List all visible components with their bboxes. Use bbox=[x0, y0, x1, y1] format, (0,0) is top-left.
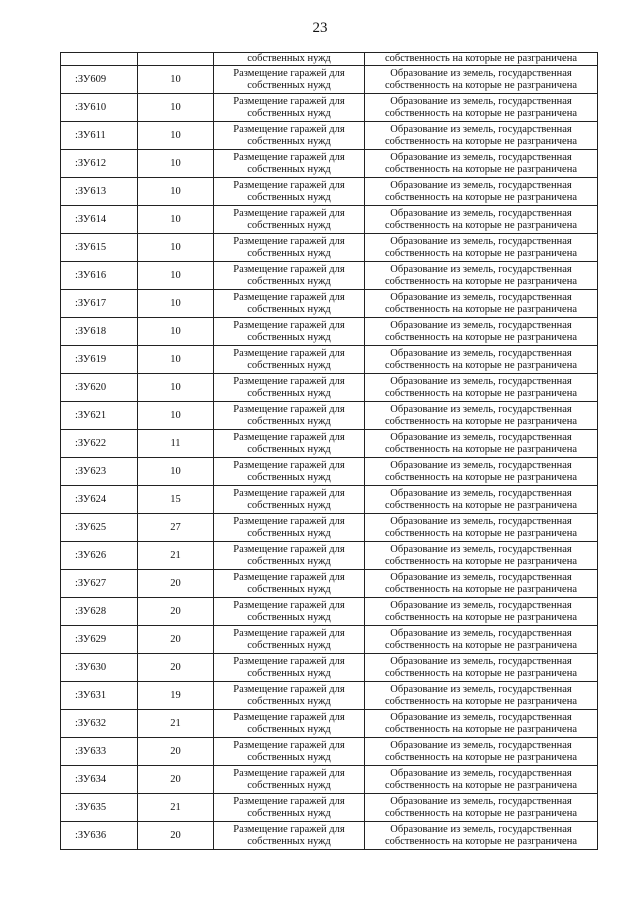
permitted-use-cell bbox=[214, 150, 365, 178]
area-cell: 20 bbox=[138, 626, 214, 654]
area-cell: 20 bbox=[138, 570, 214, 598]
formation-method-line-1: Образование из земель, государственная bbox=[390, 543, 572, 555]
formation-method-cell bbox=[365, 374, 598, 402]
permitted-use-cell bbox=[214, 206, 365, 234]
permitted-use-line-2: собственных нужд bbox=[247, 583, 331, 595]
plot-id-cell: :ЗУ613 bbox=[61, 178, 138, 206]
permitted-use-cell bbox=[214, 682, 365, 710]
formation-method-cell bbox=[365, 178, 598, 206]
permitted-use-line-1: Размещение гаражей для bbox=[233, 627, 345, 639]
area-cell: 20 bbox=[138, 738, 214, 766]
plot-id-cell: :ЗУ629 bbox=[61, 626, 138, 654]
permitted-use-line-1: Размещение гаражей для bbox=[233, 599, 345, 611]
formation-method-line-2: собственность на которые не разграничена bbox=[385, 191, 577, 203]
permitted-use-line-2: собственных нужд bbox=[247, 275, 331, 287]
permitted-use-line-1: Размещение гаражей для bbox=[233, 823, 345, 835]
area-cell: 20 bbox=[138, 766, 214, 794]
permitted-use-line-1: Размещение гаражей для bbox=[233, 235, 345, 247]
permitted-use-line-1: Размещение гаражей для bbox=[233, 767, 345, 779]
land-plots-table bbox=[60, 52, 598, 850]
formation-method-cell bbox=[365, 514, 598, 542]
permitted-use-line-2: собственных нужд bbox=[247, 499, 331, 511]
area-cell: 20 bbox=[138, 822, 214, 850]
formation-method-cell bbox=[365, 738, 598, 766]
formation-method-line-2: собственность на которые не разграничена bbox=[385, 387, 577, 399]
permitted-use-line-2: собственных нужд bbox=[247, 611, 331, 623]
formation-method-line-1: Образование из земель, государственная bbox=[390, 403, 572, 415]
table-row bbox=[61, 514, 598, 542]
permitted-use-cell bbox=[214, 598, 365, 626]
plot-id-cell: :ЗУ634 bbox=[61, 766, 138, 794]
formation-method-cell bbox=[365, 318, 598, 346]
formation-method-line-1: Образование из земель, государственная bbox=[390, 123, 572, 135]
plot-id-cell: :ЗУ635 bbox=[61, 794, 138, 822]
area-cell: 10 bbox=[138, 458, 214, 486]
formation-method-line-2: собственность на которые не разграничена bbox=[385, 807, 577, 819]
table-row bbox=[61, 94, 598, 122]
plot-id-cell: :ЗУ620 bbox=[61, 374, 138, 402]
formation-method-cell bbox=[365, 402, 598, 430]
permitted-use-cell bbox=[214, 122, 365, 150]
permitted-use-line-1: Размещение гаражей для bbox=[233, 179, 345, 191]
area-cell: 10 bbox=[138, 122, 214, 150]
formation-method-line-1: Образование из земель, государственная bbox=[390, 67, 572, 79]
formation-method-cell bbox=[365, 598, 598, 626]
formation-method-line-2: собственность на которые не разграничена bbox=[385, 79, 577, 91]
area-cell bbox=[138, 53, 214, 66]
formation-method-cell bbox=[365, 346, 598, 374]
permitted-use-line-2: собственных нужд bbox=[247, 723, 331, 735]
permitted-use-line-2: собственных нужд bbox=[247, 303, 331, 315]
table-row bbox=[61, 206, 598, 234]
plot-id-cell: :ЗУ617 bbox=[61, 290, 138, 318]
table-row bbox=[61, 346, 598, 374]
permitted-use-cell bbox=[214, 794, 365, 822]
permitted-use-line-1: Размещение гаражей для bbox=[233, 375, 345, 387]
permitted-use-line-1: Размещение гаражей для bbox=[233, 487, 345, 499]
formation-method-line-1: Образование из земель, государственная bbox=[390, 487, 572, 499]
permitted-use-line-2: собственных нужд bbox=[247, 79, 331, 91]
permitted-use-line-2: собственных нужд bbox=[247, 443, 331, 455]
formation-method-cell bbox=[365, 206, 598, 234]
formation-method-line-2: собственность на которые не разграничена bbox=[385, 555, 577, 567]
formation-method-line-2: собственность на которые не разграничена bbox=[385, 639, 577, 651]
permitted-use-cell bbox=[214, 53, 365, 66]
table-row bbox=[61, 598, 598, 626]
table-row bbox=[61, 262, 598, 290]
permitted-use-cell bbox=[214, 458, 365, 486]
permitted-use-line-2: собственных нужд bbox=[247, 639, 331, 651]
area-cell: 10 bbox=[138, 262, 214, 290]
table-row bbox=[61, 626, 598, 654]
table-row bbox=[61, 234, 598, 262]
permitted-use-line-1: Размещение гаражей для bbox=[233, 207, 345, 219]
plot-id-cell: :ЗУ628 bbox=[61, 598, 138, 626]
area-cell: 10 bbox=[138, 290, 214, 318]
permitted-use-cell bbox=[214, 514, 365, 542]
formation-method-line-2: собственность на которые не разграничена bbox=[385, 415, 577, 427]
permitted-use-line-1: Размещение гаражей для bbox=[233, 403, 345, 415]
formation-method-line-2: собственность на которые не разграничена bbox=[385, 219, 577, 231]
plot-id-cell: :ЗУ618 bbox=[61, 318, 138, 346]
table-row bbox=[61, 542, 598, 570]
formation-method-line-1: Образование из земель, государственная bbox=[390, 795, 572, 807]
permitted-use-cell bbox=[214, 374, 365, 402]
formation-method-line-2: собственность на которые не разграничена bbox=[385, 107, 577, 119]
permitted-use-line-2: собственных нужд bbox=[247, 695, 331, 707]
permitted-use-line-2: собственных нужд bbox=[247, 527, 331, 539]
permitted-use-line-2: собственных нужд bbox=[247, 107, 331, 119]
permitted-use-line-1: Размещение гаражей для bbox=[233, 683, 345, 695]
area-cell: 15 bbox=[138, 486, 214, 514]
plot-id-cell: :ЗУ621 bbox=[61, 402, 138, 430]
area-cell: 10 bbox=[138, 206, 214, 234]
area-cell: 10 bbox=[138, 234, 214, 262]
permitted-use-line-2: собственных нужд bbox=[247, 471, 331, 483]
formation-method-line-1: Образование из земель, государственная bbox=[390, 235, 572, 247]
formation-method-cell bbox=[365, 458, 598, 486]
formation-method-line-2: собственность на которые не разграничена bbox=[385, 163, 577, 175]
permitted-use-cell bbox=[214, 290, 365, 318]
area-cell: 10 bbox=[138, 318, 214, 346]
permitted-use-cell bbox=[214, 430, 365, 458]
formation-method-line-1: Образование из земель, государственная bbox=[390, 95, 572, 107]
formation-method-line-2: собственность на которые не разграничена bbox=[385, 53, 577, 64]
formation-method-line-1: Образование из земель, государственная bbox=[390, 823, 572, 835]
formation-method-line-2: собственность на которые не разграничена bbox=[385, 667, 577, 679]
formation-method-line-2: собственность на которые не разграничена bbox=[385, 583, 577, 595]
permitted-use-line-2: собственных нужд bbox=[247, 415, 331, 427]
formation-method-line-1: Образование из земель, государственная bbox=[390, 375, 572, 387]
permitted-use-line-2: собственных нужд bbox=[247, 779, 331, 791]
area-cell: 20 bbox=[138, 654, 214, 682]
formation-method-cell bbox=[365, 122, 598, 150]
area-cell: 11 bbox=[138, 430, 214, 458]
formation-method-line-1: Образование из земель, государственная bbox=[390, 515, 572, 527]
permitted-use-line-2: собственных нужд bbox=[247, 219, 331, 231]
permitted-use-line-1: Размещение гаражей для bbox=[233, 459, 345, 471]
formation-method-line-2: собственность на которые не разграничена bbox=[385, 331, 577, 343]
table-row bbox=[61, 150, 598, 178]
table-body bbox=[61, 53, 598, 850]
permitted-use-line-2: собственных нужд bbox=[247, 247, 331, 259]
area-cell: 27 bbox=[138, 514, 214, 542]
area-cell: 10 bbox=[138, 374, 214, 402]
formation-method-line-1: Образование из земель, государственная bbox=[390, 767, 572, 779]
permitted-use-cell bbox=[214, 766, 365, 794]
permitted-use-cell bbox=[214, 486, 365, 514]
formation-method-line-2: собственность на которые не разграничена bbox=[385, 835, 577, 847]
plot-id-cell: :ЗУ622 bbox=[61, 430, 138, 458]
page-number: 23 bbox=[312, 20, 328, 36]
table-row bbox=[61, 290, 598, 318]
formation-method-cell bbox=[365, 654, 598, 682]
table-row bbox=[61, 178, 598, 206]
formation-method-cell bbox=[365, 94, 598, 122]
formation-method-line-1: Образование из земель, государственная bbox=[390, 459, 572, 471]
continuation-row bbox=[61, 53, 598, 66]
plot-id-cell: :ЗУ623 bbox=[61, 458, 138, 486]
permitted-use-line-2: собственных нужд bbox=[247, 359, 331, 371]
permitted-use-line-2: собственных нужд bbox=[247, 163, 331, 175]
formation-method-cell bbox=[365, 430, 598, 458]
permitted-use-cell bbox=[214, 94, 365, 122]
table-row bbox=[61, 374, 598, 402]
formation-method-line-2: собственность на которые не разграничена bbox=[385, 695, 577, 707]
formation-method-cell bbox=[365, 262, 598, 290]
permitted-use-cell bbox=[214, 738, 365, 766]
area-cell: 19 bbox=[138, 682, 214, 710]
area-cell: 10 bbox=[138, 150, 214, 178]
permitted-use-line-1: Размещение гаражей для bbox=[233, 347, 345, 359]
formation-method-cell bbox=[365, 542, 598, 570]
permitted-use-line-2: собственных нужд bbox=[247, 53, 331, 64]
table-row bbox=[61, 486, 598, 514]
formation-method-line-1: Образование из земель, государственная bbox=[390, 207, 572, 219]
formation-method-cell bbox=[365, 53, 598, 66]
formation-method-line-1: Образование из земель, государственная bbox=[390, 319, 572, 331]
formation-method-line-1: Образование из земель, государственная bbox=[390, 291, 572, 303]
permitted-use-line-1: Размещение гаражей для bbox=[233, 291, 345, 303]
formation-method-line-2: собственность на которые не разграничена bbox=[385, 443, 577, 455]
permitted-use-line-1: Размещение гаражей для bbox=[233, 543, 345, 555]
formation-method-line-1: Образование из земель, государственная bbox=[390, 711, 572, 723]
permitted-use-line-1: Размещение гаражей для bbox=[233, 319, 345, 331]
formation-method-line-1: Образование из земель, государственная bbox=[390, 431, 572, 443]
formation-method-line-1: Образование из земель, государственная bbox=[390, 739, 572, 751]
formation-method-cell bbox=[365, 710, 598, 738]
formation-method-line-2: собственность на которые не разграничена bbox=[385, 359, 577, 371]
formation-method-line-1: Образование из земель, государственная bbox=[390, 263, 572, 275]
permitted-use-line-2: собственных нужд bbox=[247, 751, 331, 763]
plot-id-cell: :ЗУ612 bbox=[61, 150, 138, 178]
plot-id-cell: :ЗУ619 bbox=[61, 346, 138, 374]
formation-method-line-1: Образование из земель, государственная bbox=[390, 627, 572, 639]
permitted-use-cell bbox=[214, 402, 365, 430]
formation-method-line-1: Образование из земель, государственная bbox=[390, 571, 572, 583]
formation-method-cell bbox=[365, 766, 598, 794]
formation-method-cell bbox=[365, 290, 598, 318]
plot-id-cell: :ЗУ611 bbox=[61, 122, 138, 150]
permitted-use-line-2: собственных нужд bbox=[247, 135, 331, 147]
formation-method-line-2: собственность на которые не разграничена bbox=[385, 527, 577, 539]
formation-method-line-2: собственность на которые не разграничена bbox=[385, 611, 577, 623]
formation-method-line-2: собственность на которые не разграничена bbox=[385, 275, 577, 287]
permitted-use-line-1: Размещение гаражей для bbox=[233, 95, 345, 107]
permitted-use-line-1: Размещение гаражей для bbox=[233, 515, 345, 527]
permitted-use-cell bbox=[214, 626, 365, 654]
plot-id-cell bbox=[61, 53, 138, 66]
permitted-use-line-1: Размещение гаражей для bbox=[233, 151, 345, 163]
permitted-use-line-1: Размещение гаражей для bbox=[233, 431, 345, 443]
area-cell: 21 bbox=[138, 794, 214, 822]
formation-method-cell bbox=[365, 822, 598, 850]
area-cell: 21 bbox=[138, 542, 214, 570]
plot-id-cell: :ЗУ625 bbox=[61, 514, 138, 542]
table-row bbox=[61, 318, 598, 346]
permitted-use-cell bbox=[214, 66, 365, 94]
permitted-use-line-2: собственных нужд bbox=[247, 667, 331, 679]
formation-method-line-1: Образование из земель, государственная bbox=[390, 347, 572, 359]
formation-method-cell bbox=[365, 626, 598, 654]
table-row bbox=[61, 710, 598, 738]
formation-method-line-1: Образование из земель, государственная bbox=[390, 179, 572, 191]
plot-id-cell: :ЗУ626 bbox=[61, 542, 138, 570]
permitted-use-cell bbox=[214, 262, 365, 290]
permitted-use-line-1: Размещение гаражей для bbox=[233, 123, 345, 135]
plot-id-cell: :ЗУ610 bbox=[61, 94, 138, 122]
formation-method-cell bbox=[365, 150, 598, 178]
plot-id-cell: :ЗУ616 bbox=[61, 262, 138, 290]
formation-method-line-2: собственность на которые не разграничена bbox=[385, 499, 577, 511]
permitted-use-cell bbox=[214, 654, 365, 682]
formation-method-line-2: собственность на которые не разграничена bbox=[385, 471, 577, 483]
plot-id-cell: :ЗУ636 bbox=[61, 822, 138, 850]
formation-method-line-1: Образование из земель, государственная bbox=[390, 599, 572, 611]
plot-id-cell: :ЗУ624 bbox=[61, 486, 138, 514]
area-cell: 21 bbox=[138, 710, 214, 738]
plot-id-cell: :ЗУ633 bbox=[61, 738, 138, 766]
permitted-use-line-1: Размещение гаражей для bbox=[233, 263, 345, 275]
formation-method-cell bbox=[365, 486, 598, 514]
permitted-use-line-2: собственных нужд bbox=[247, 387, 331, 399]
plot-id-cell: :ЗУ632 bbox=[61, 710, 138, 738]
permitted-use-cell bbox=[214, 234, 365, 262]
formation-method-line-1: Образование из земель, государственная bbox=[390, 151, 572, 163]
table-row bbox=[61, 766, 598, 794]
permitted-use-line-2: собственных нужд bbox=[247, 555, 331, 567]
permitted-use-line-1: Размещение гаражей для bbox=[233, 67, 345, 79]
plot-id-cell: :ЗУ609 bbox=[61, 66, 138, 94]
permitted-use-line-2: собственных нужд bbox=[247, 835, 331, 847]
formation-method-line-2: собственность на которые не разграничена bbox=[385, 779, 577, 791]
permitted-use-cell bbox=[214, 346, 365, 374]
permitted-use-cell bbox=[214, 710, 365, 738]
formation-method-line-2: собственность на которые не разграничена bbox=[385, 751, 577, 763]
table-row bbox=[61, 570, 598, 598]
formation-method-cell bbox=[365, 66, 598, 94]
formation-method-cell bbox=[365, 794, 598, 822]
table-row bbox=[61, 402, 598, 430]
table-row bbox=[61, 430, 598, 458]
table-row bbox=[61, 458, 598, 486]
permitted-use-line-1: Размещение гаражей для bbox=[233, 795, 345, 807]
permitted-use-cell bbox=[214, 542, 365, 570]
table-row bbox=[61, 794, 598, 822]
permitted-use-line-1: Размещение гаражей для bbox=[233, 571, 345, 583]
table-row bbox=[61, 122, 598, 150]
formation-method-line-2: собственность на которые не разграничена bbox=[385, 723, 577, 735]
table-row bbox=[61, 738, 598, 766]
permitted-use-cell bbox=[214, 178, 365, 206]
plot-id-cell: :ЗУ614 bbox=[61, 206, 138, 234]
area-cell: 10 bbox=[138, 94, 214, 122]
area-cell: 10 bbox=[138, 178, 214, 206]
formation-method-line-1: Образование из земель, государственная bbox=[390, 655, 572, 667]
formation-method-line-2: собственность на которые не разграничена bbox=[385, 135, 577, 147]
area-cell: 10 bbox=[138, 346, 214, 374]
area-cell: 10 bbox=[138, 402, 214, 430]
permitted-use-cell bbox=[214, 318, 365, 346]
plot-id-cell: :ЗУ615 bbox=[61, 234, 138, 262]
formation-method-cell bbox=[365, 682, 598, 710]
table-row bbox=[61, 682, 598, 710]
table-row bbox=[61, 822, 598, 850]
plot-id-cell: :ЗУ627 bbox=[61, 570, 138, 598]
table-row bbox=[61, 66, 598, 94]
permitted-use-line-1: Размещение гаражей для bbox=[233, 739, 345, 751]
table-row bbox=[61, 654, 598, 682]
formation-method-cell bbox=[365, 570, 598, 598]
formation-method-line-2: собственность на которые не разграничена bbox=[385, 247, 577, 259]
permitted-use-line-1: Размещение гаражей для bbox=[233, 655, 345, 667]
formation-method-line-2: собственность на которые не разграничена bbox=[385, 303, 577, 315]
permitted-use-line-2: собственных нужд bbox=[247, 191, 331, 203]
permitted-use-line-2: собственных нужд bbox=[247, 331, 331, 343]
area-cell: 10 bbox=[138, 66, 214, 94]
permitted-use-line-2: собственных нужд bbox=[247, 807, 331, 819]
plot-id-cell: :ЗУ631 bbox=[61, 682, 138, 710]
plot-id-cell: :ЗУ630 bbox=[61, 654, 138, 682]
permitted-use-line-1: Размещение гаражей для bbox=[233, 711, 345, 723]
formation-method-line-1: Образование из земель, государственная bbox=[390, 683, 572, 695]
area-cell: 20 bbox=[138, 598, 214, 626]
permitted-use-cell bbox=[214, 570, 365, 598]
formation-method-cell bbox=[365, 234, 598, 262]
permitted-use-cell bbox=[214, 822, 365, 850]
